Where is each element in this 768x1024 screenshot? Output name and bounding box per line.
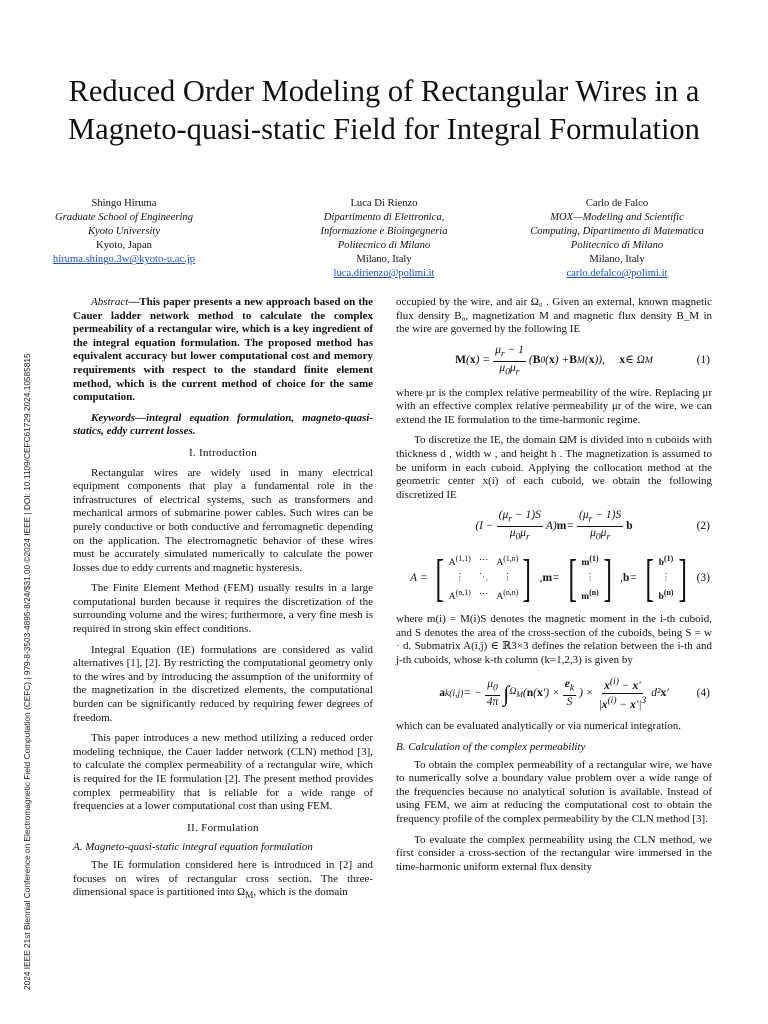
author-location: Milano, Italy [356, 254, 412, 266]
paragraph: Rectangular wires are widely used in many electrical equipment components that play a fundamental role in the infrastructures of electrical systems, such as transformers and mechanical armors of submarine power cables. Such wires can be purely conductive or both conductive and ferromagnetic depending on the application. The electromagnetic behavior of these wires must be accurately simulated numerically to calculate the power losses due to eddy currents and magnetic hysteresis. [73, 466, 373, 574]
subscript: M [245, 890, 254, 901]
section-heading-introduction: I. Introduction [188, 446, 258, 459]
equation-number: (3) [696, 571, 710, 584]
paragraph: where m(i) = M(i)S denotes the magnetic moment in the i-th cuboid, and S denotes the area of the cross-section of the cuboids, being S = w · d. Submatrix A(i,j) ∈ ℝ3×3 defines the relation between the i-th and j-th cuboids, whose k-th column (k=1,2,3) is given by [396, 613, 712, 666]
author-name: Shingo Hiruma [91, 198, 157, 209]
author-location: Kyoto, Japan [96, 240, 152, 252]
abstract [73, 296, 373, 405]
paragraph: The Finite Element Method (FEM) usually results in a large computational burden because it requires the discretization of the surrounding volume and the wires; furthermore, a very fine mesh is required in strong skin effect conditions. [73, 582, 373, 636]
author-name: Carlo de Falco [585, 198, 649, 209]
title-line-1: Reduced Order Modeling of Rectangular Wires in a [68, 74, 700, 108]
paragraph-text: The IE formulation considered here is introduced in [2] and focuses on wires of rectangular cross section. The three-dimensional space is partitioned into Ω [73, 858, 373, 899]
copyright-sidebar [14, 230, 30, 990]
paragraph: Integral Equation (IE) formulations are considered as valid alternatives [1], [2]. By restricting the computational geometry only to the wires and by introducing the assumption of the uniformity of the magnetization in the discretized elements, the computational burden can be significantly reduced by requiring fewer degrees of freedom. [73, 643, 373, 724]
author-name: Luca Di Rienzo [350, 198, 418, 209]
author-email-link[interactable]: hiruma.shingo.3w@kyoto-u.ac.jp [52, 254, 196, 266]
equation-number: (2) [696, 519, 710, 532]
copyright-sidebar-text: 2024 IEEE 21st Biennial Conference on Electromagnetic Field Computation (CEFC) | 979-8-3503-4895-8/24/$31.00 ©2024 IEEE | DOI: 10.1109/CEFC61729.2024.10585815 [22, 353, 32, 990]
equation-3: A = [ A$^{(1,1)}$ … A$^{(1,n)}$ ⋮ ⋱ ⋮ A$^{(n,1)}$ … A$^{(n,n)}$ ] , m = [ $m^{(1)}$ ⋮ $m^{(n)}$ ] , b = [ $b^{(1)}$ ⋮ $b^{(n)}$ ] (3) [410, 549, 710, 607]
author-block-3 [507, 197, 727, 282]
equation-number: (1) [696, 354, 710, 367]
author-affiliation: Dipartimento di Elettronica, [323, 212, 445, 224]
paragraph: To discretize the IE, the domain ΩM is divided into n cuboids with thickness d , width w , and height h . The magnetization is assumed to be uniform in each cuboid. Applying the collocation method at the geometric center x(i) of each cuboid, we obtain the following discretized IE [396, 434, 712, 501]
subsection-heading-a: A. Magneto-quasi-static integral equation formulation [73, 841, 313, 854]
author-affiliation: Politecnico di Milano [337, 240, 431, 252]
author-email-link[interactable]: carlo.defalco@polimi.it [566, 268, 668, 280]
subsection-heading-b: B. Calculation of the complex permeability [396, 741, 586, 753]
author-affiliation: Kyoto University [87, 226, 161, 238]
author-affiliation: Informazione e Bioingegneria [320, 226, 448, 238]
equation-2: (I − $\frac{(\mu_r - 1)S}{\mu_0\mu_r}$ A) m = $\frac{(\mu_r - 1)S}{\mu_0\mu_r}$ b (2) [475, 509, 710, 543]
equation-number: (4) [696, 686, 710, 699]
paragraph: occupied by the wire, and air Ω₀ . Given an external, known magnetic flux density B₀, magnetization M and magnetic flux density B_M in the wire are governed by the following IE [396, 296, 712, 336]
author-affiliation: Computing, Dipartimento di Matematica [530, 226, 704, 238]
right-column [396, 296, 712, 881]
paragraph: To evaluate the complex permeability using the CLN method, we first consider a cross-section of the rectangular wire immersed in the time-harmonic uniform external flux density [396, 833, 712, 873]
author-affiliation: Politecnico di Milano [570, 240, 664, 252]
author-email-link[interactable]: luca.dirienzo@polimi.it [333, 268, 435, 280]
author-block-2 [274, 197, 494, 282]
author-block-1 [14, 197, 234, 267]
author-affiliation: Graduate School of Engineering [55, 212, 193, 224]
author-affiliation: MOX—Modeling and Scientific [550, 212, 684, 224]
paragraph: where μr is the complex relative permeability of the wire. Replacing μr with an effective complex relative permeability μr of the wire, we can extend the IE formulation to the time-harmonic regime. [396, 386, 712, 426]
abstract-text: —This paper presents a new approach based on the Cauer ladder network method to calculate the complex permeability of a rectangular wire, which is a key ingredient of the integral equation formulation. The proposed method has equivalent accuracy but lower computational cost and memory requirements with respect to the standard finite element method, which is the current method of choice for the same computation. [73, 296, 373, 404]
left-column [73, 296, 373, 910]
paragraph: To obtain the complex permeability of a rectangular wire, we have to numerically solve a boundary value problem over a wide range of the frequencies because no analytical solution is available. Instead of using FEM, we aim at reducing the computational cost to obtain the frequency profile of the complex permeability by the CLN method [3]. [396, 758, 712, 825]
title-line-2: Magneto-quasi-static Field for Integral Formulation [68, 112, 700, 146]
paragraph-text: , which is the domain [253, 886, 348, 899]
section-heading-formulation: II. Formulation [187, 821, 259, 834]
paragraph [73, 859, 373, 903]
paragraph: which can be evaluated analytically or via numerical integration. [396, 720, 681, 733]
abstract-label: Abstract [91, 296, 129, 308]
equation-4: a k (i,j) = − $\frac{\mu_0}{4\pi}$ ∫ $\Omega_M$ ( n ( x ′) × $\frac{e_k}{S}$ ) × $\frac{x^{(i)} - x'}{|x^{(i)} - x'|^3}$ d² x ′ (4) [439, 675, 710, 711]
author-location: Milano, Italy [589, 254, 645, 266]
paragraph: This paper introduces a new method utilizing a reduced order modeling technique, the Cauer ladder network (CLN) method [3], to calculate the complex permeability of a rectangular wire, which is required for the IE formulation [2]. The present method provides complex permeability that is reliable for a wide range of frequencies at a lower computational cost than using FEM. [73, 732, 373, 813]
equation-1: M ( x ) = $\frac{\mu_r - 1}{\mu_0\mu_r}$ ( B 0 ( x ) + B M ( x )), x ∈ Ω M (1) [455, 343, 710, 377]
keywords: Keywords—integral equation formulation, magneto-quasi-statics, eddy current losses. [73, 411, 373, 438]
paper-title [40, 72, 728, 148]
